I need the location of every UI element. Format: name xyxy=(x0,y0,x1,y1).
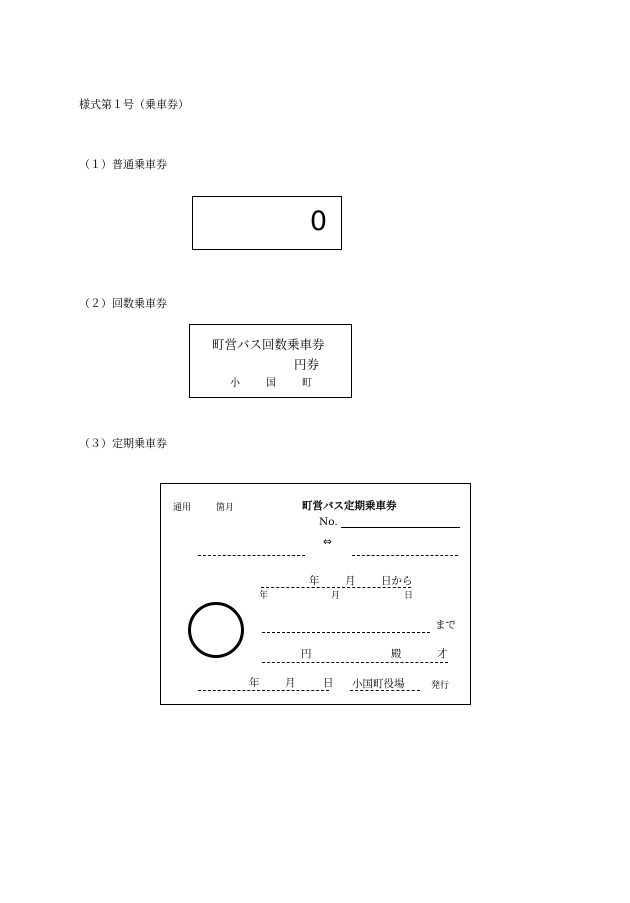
from-month-label: 月 xyxy=(345,575,356,587)
from-year-label: 年 xyxy=(309,575,320,587)
issuer-line xyxy=(350,690,420,691)
from-date-line xyxy=(261,587,411,588)
commuter-pass-sample xyxy=(160,483,471,705)
until-line xyxy=(262,632,430,633)
until-label: まで xyxy=(435,619,456,631)
document-heading: 様式第１号（乗車券） xyxy=(79,98,189,111)
route-arrow-icon: ⇔ xyxy=(323,536,332,548)
honorific-label: 殿 xyxy=(391,648,402,660)
route-to-line xyxy=(352,555,458,556)
coupon-ticket-label: （２）回数乗車券 xyxy=(79,297,167,310)
coupon-ticket-title: 町営バス回数乗車券 xyxy=(212,337,325,352)
holder-line xyxy=(262,662,448,663)
issue-year-label: 年 xyxy=(249,677,260,689)
number-line xyxy=(341,527,460,528)
seal-circle xyxy=(188,602,244,658)
coupon-yen-ticket: 円券 xyxy=(294,357,320,372)
issue-date-line xyxy=(198,690,329,691)
issuer-name: 小国町役場 xyxy=(352,678,405,690)
ordinary-ticket-sample xyxy=(192,196,342,250)
from-day-label: 日から xyxy=(381,575,413,587)
to-month-label: 月 xyxy=(331,591,341,601)
ordinary-ticket-label: （１）普通乗車券 xyxy=(79,158,167,171)
town-name-char: 国 xyxy=(266,378,276,389)
town-name-char: 小 xyxy=(230,378,240,389)
issue-day-label: 日 xyxy=(323,677,334,689)
to-day-label: 日 xyxy=(404,591,414,601)
validity-label: 通用 xyxy=(173,503,192,513)
age-suffix-label: 才 xyxy=(437,648,448,660)
to-year-label: 年 xyxy=(259,591,269,601)
commuter-pass-title: 町営バス定期乗車券 xyxy=(302,500,397,512)
commuter-pass-label: （３）定期乗車券 xyxy=(79,437,167,450)
months-label: 箇月 xyxy=(216,503,235,513)
number-label: No. xyxy=(319,516,338,528)
issue-month-label: 月 xyxy=(285,677,296,689)
route-from-line xyxy=(198,555,305,556)
issued-label: 発行 xyxy=(431,681,450,691)
coupon-ticket-sample xyxy=(189,324,352,398)
fare-yen-label: 円 xyxy=(301,648,312,660)
town-name-char: 町 xyxy=(302,378,312,389)
ticket-amount: 0 xyxy=(309,206,327,237)
